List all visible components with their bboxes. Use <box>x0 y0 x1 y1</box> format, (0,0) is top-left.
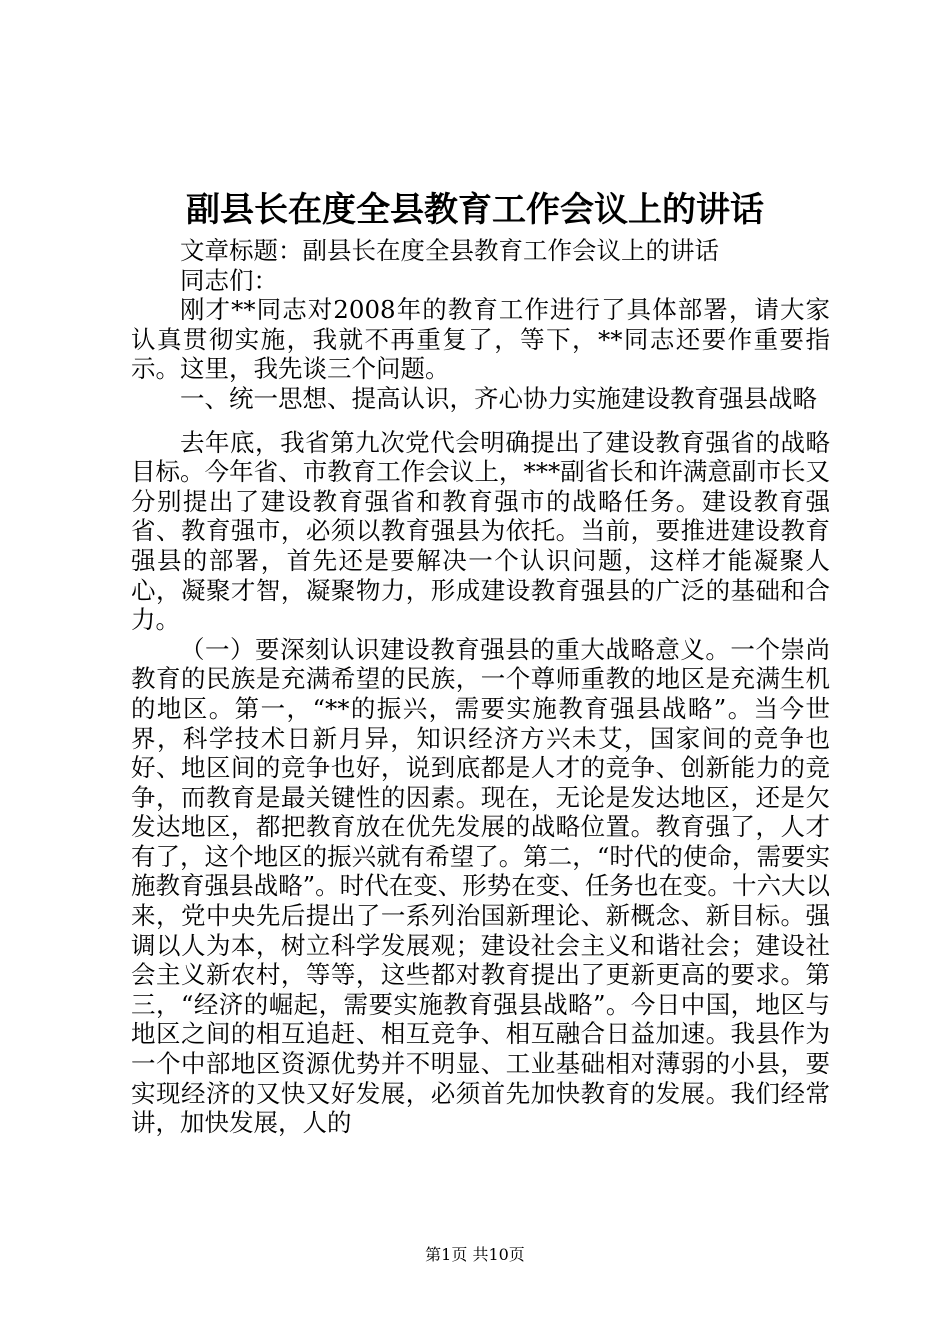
page-number-footer: 第1页 共10页 <box>425 1245 525 1264</box>
section-heading-1: 一、统一思想、提高认识，齐心协力实施建设教育强县战略 <box>180 383 817 413</box>
document-body <box>131 236 830 1138</box>
body-paragraph: （一）要深刻认识建设教育强县的重大战略意义。一个崇尚教育的民族是充满希望的民族，一个尊师重教的地区是充满生机的地区。第一，“**的振兴，需要实施教育强县战略”。当今世界，科学技术日新月异，知识经济方兴未艾，国家间的竞争也好、地区间的竞争也好，说到底都是人才的竞争、创新能力的竞争，而教育是最关键性的因素。现在，无论是发达地区，还是欠发达地区，都把教育放在优先发展的战略位置。教育强了，人才有了，这个地区的振兴就有希望了。第二，“时代的使命，需要实施教育强县战略”。时代在变、形势在变、任务也在变。十六大以来，党中央先后提出了一系列治国新理论、新概念、新目标。强调以人为本，树立科学发展观；建设社会主义和谐社会；建设社会主义新农村，等等，这些都对教育提出了更新更高的要求。第三，“经济的崛起，需要实施教育强县战略”。今日中国，地区与地区之间的相互追赶、相互竞争、相互融合日益加速。我县作为一个中部地区资源优势并不明显、工业基础相对薄弱的小县，要实现经济的又快又好发展，必须首先加快教育的发展。我们经常讲，加快发展，人的 <box>131 634 830 1138</box>
article-title-line: 文章标题：副县长在度全县教育工作会议上的讲话 <box>180 236 719 265</box>
salutation: 同志们： <box>180 265 278 295</box>
body-paragraph: 去年底，我省第九次党代会明确提出了建设教育强省的战略目标。今年省、市教育工作会议上，***副省长和许满意副市长又分别提出了建设教育强省和教育强市的战略任务。建设教育强省、教育强市，必须以教育强县为依托。当前，要推进建设教育强县的部署，首先还是要解决一个认识问题，这样才能凝聚人心，凝聚才智，凝聚物力，形成建设教育强县的广泛的基础和合力。 <box>131 427 830 635</box>
document-title: 副县长在度全县教育工作会议上的讲话 <box>186 190 764 230</box>
intro-paragraph: 刚才**同志对2008年的教育工作进行了具体部署，请大家认真贯彻实施，我就不再重复了，等下，**同志还要作重要指示。这里，我先谈三个问题。 <box>131 295 830 384</box>
